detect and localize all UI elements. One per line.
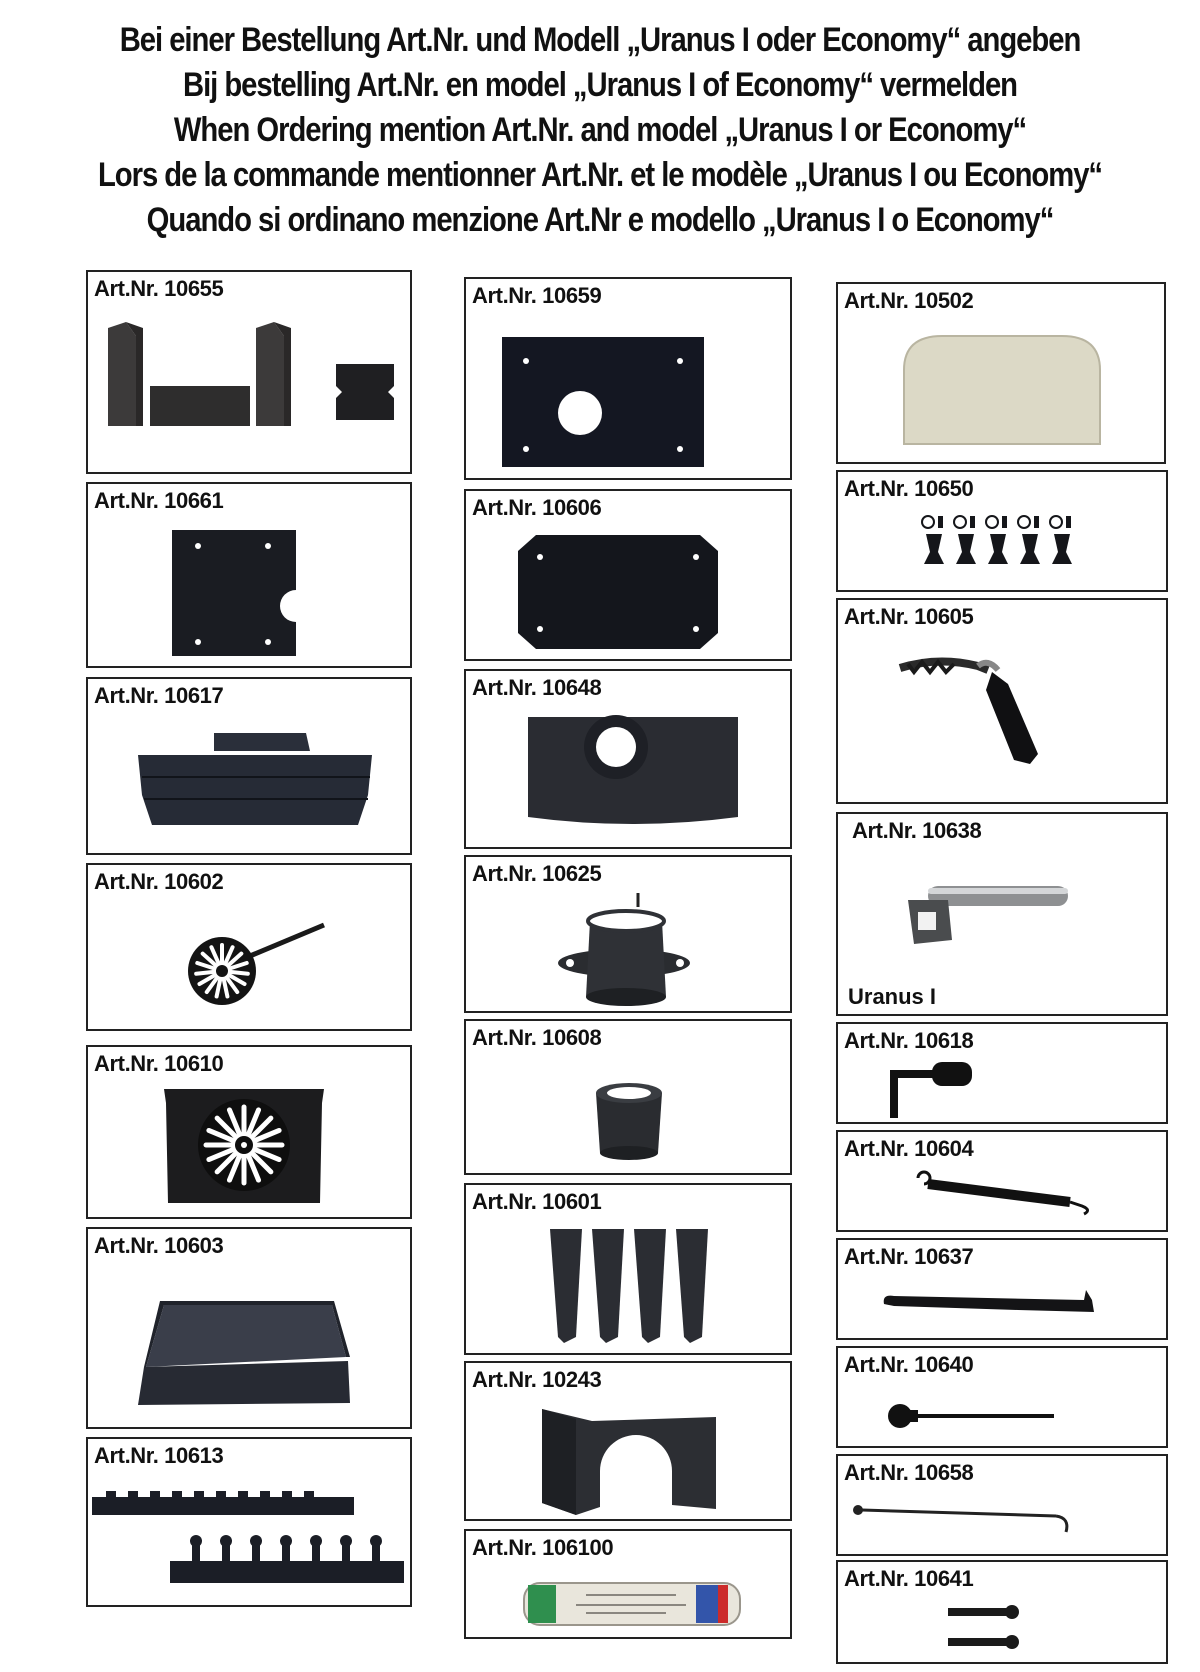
part-number: Art.Nr. 10604: [844, 1136, 974, 1161]
part-card-10640: [836, 1346, 1168, 1448]
part-number: Art.Nr. 10610: [94, 1051, 224, 1076]
flue-ring-icon: [466, 1057, 790, 1173]
instruction-fr: Lors de la commande mentionner Art.Nr. et le modèle „Uranus I ou Economy“: [97, 156, 1103, 194]
part-number: Art.Nr. 106100: [472, 1535, 614, 1560]
part-card-10617: [86, 677, 412, 855]
part-card-10648: [464, 669, 792, 849]
part-number: Art.Nr. 10606: [472, 495, 602, 520]
part-card-10610: [86, 1045, 412, 1219]
rod-knob-icon: [838, 1384, 1166, 1446]
part-number: Art.Nr. 10608: [472, 1025, 602, 1050]
part-card-10650: [836, 470, 1168, 592]
arch-insert-icon: [466, 1399, 790, 1519]
spring-icon: [838, 1168, 1166, 1230]
part-number: Art.Nr. 10650: [844, 476, 974, 501]
legs-icon: [466, 1221, 790, 1353]
flue-collar-icon: [466, 893, 790, 1011]
rosette-valve-icon: [88, 901, 410, 1029]
flue-plate-icon: [466, 315, 790, 478]
part-number: Art.Nr. 10625: [472, 861, 602, 886]
part-number: Art.Nr. 10648: [472, 675, 602, 700]
ash-tray-icon: [88, 1265, 410, 1427]
order-instructions: [0, 18, 1200, 243]
plate-notch-icon: [88, 520, 410, 666]
instruction-en: When Ordering mention Art.Nr. and model „Uranus I or Economy“: [173, 111, 1027, 149]
part-card-10502: [836, 282, 1166, 464]
part-number: Art.Nr. 10637: [844, 1244, 974, 1269]
part-card-10655: [86, 270, 412, 474]
part-number: Art.Nr. 10502: [844, 288, 974, 313]
pins-icon: [838, 1598, 1166, 1662]
brick-set-icon: [88, 308, 410, 472]
part-card-10638: [836, 812, 1168, 1016]
l-key-icon: [838, 1060, 1166, 1122]
part-number: Art.Nr. 10613: [94, 1443, 224, 1468]
part-number: Art.Nr. 10601: [472, 1189, 602, 1214]
octagon-plate-icon: [466, 527, 790, 659]
sealant-tube-icon: [466, 1567, 790, 1637]
part-number: Art.Nr. 10638: [852, 818, 982, 843]
door-handle-icon: [838, 636, 1166, 802]
part-number: Art.Nr. 10603: [94, 1233, 224, 1258]
part-card-10661: [86, 482, 412, 668]
part-card-10604: [836, 1130, 1168, 1232]
part-card-10618: [836, 1022, 1168, 1124]
part-number: Art.Nr. 10602: [94, 869, 224, 894]
instruction-it: Quando si ordinano menzione Art.Nr e modello „Uranus I o Economy“: [146, 201, 1054, 239]
part-card-10641: [836, 1560, 1168, 1664]
instruction-de: Bei einer Bestellung Art.Nr. und Modell „Uranus I oder Economy“ angeben: [119, 21, 1081, 59]
part-number: Art.Nr. 10605: [844, 604, 974, 629]
fire-rail-icon: [88, 715, 410, 853]
part-card-106100: [464, 1529, 792, 1639]
part-number: Art.Nr. 10641: [844, 1566, 974, 1591]
part-card-10243: [464, 1361, 792, 1521]
part-number: Art.Nr. 10640: [844, 1352, 974, 1377]
part-card-10601: [464, 1183, 792, 1355]
part-number: Art.Nr. 10243: [472, 1367, 602, 1392]
part-number: Art.Nr. 10658: [844, 1460, 974, 1485]
part-card-10659: [464, 277, 792, 480]
baffle-ring-icon: [466, 707, 790, 847]
part-card-10602: [86, 863, 412, 1031]
part-number: Art.Nr. 10661: [94, 488, 224, 513]
clips-icon: [838, 508, 1166, 590]
grate-bars-icon: [88, 1475, 410, 1605]
part-card-10613: [86, 1437, 412, 1607]
rosette-frame-icon: [88, 1083, 410, 1217]
part-card-10625: [464, 855, 792, 1013]
part-card-10608: [464, 1019, 792, 1175]
part-number: Art.Nr. 10659: [472, 283, 602, 308]
hook-rod-icon: [838, 1492, 1166, 1554]
part-number: Art.Nr. 10617: [94, 683, 224, 708]
lever-icon: [838, 1276, 1166, 1338]
part-card-10606: [464, 489, 792, 661]
part-number: Art.Nr. 10618: [844, 1028, 974, 1053]
part-card-10658: [836, 1454, 1168, 1556]
part-card-10603: [86, 1227, 412, 1429]
glass-pane-icon: [838, 320, 1164, 462]
instruction-nl: Bij bestelling Art.Nr. en model „Uranus I of Economy“ vermelden: [182, 66, 1018, 104]
part-number: Art.Nr. 10655: [94, 276, 224, 301]
model-caption: Uranus I: [848, 984, 937, 1009]
part-card-10605: [836, 598, 1168, 804]
part-card-10637: [836, 1238, 1168, 1340]
